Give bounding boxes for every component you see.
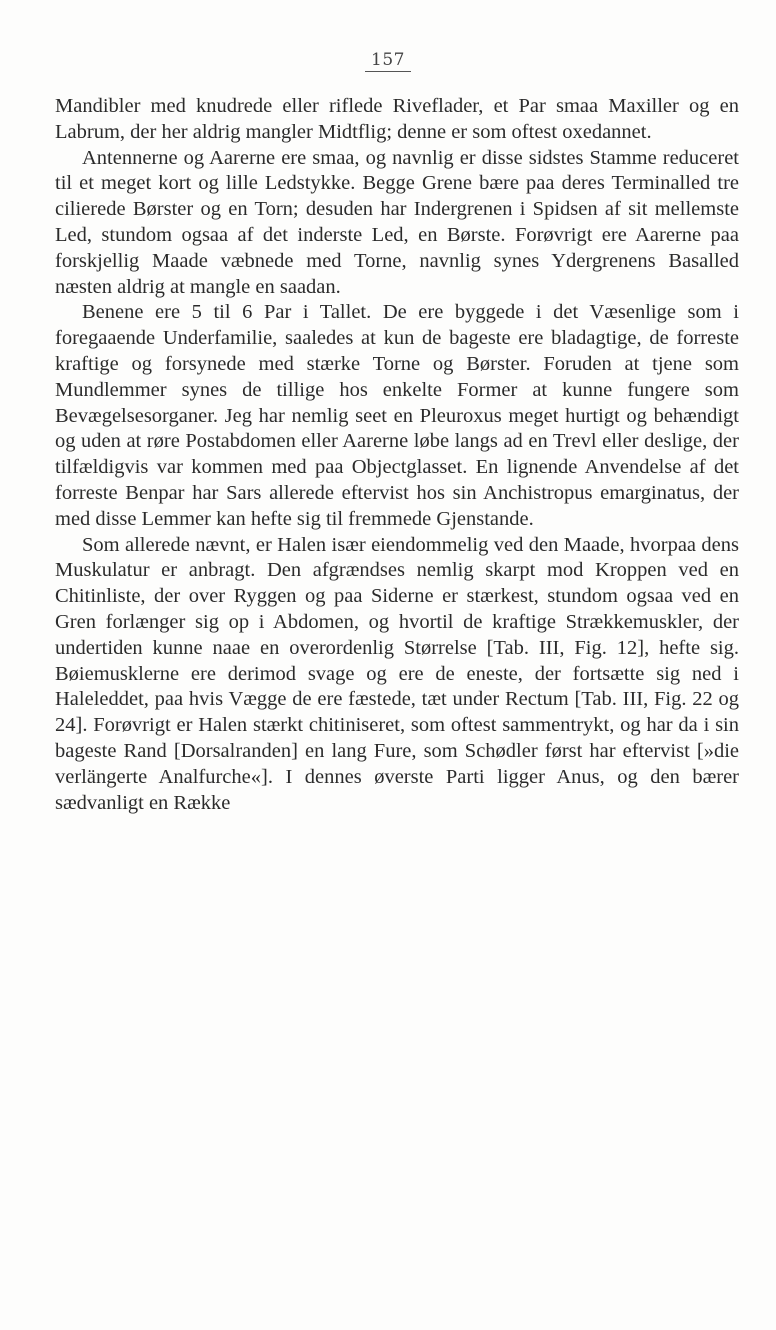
page-number-text: 157 [365, 50, 411, 72]
body-text [55, 94, 739, 816]
paragraph-antennae: Antennerne og Aarerne ere smaa, og navnlig er disse sidstes Stamme reduceret til et meget kort og lille Ledstykke. Begge Grene bære paa deres Terminalled tre cilierede Børster og en Torn; desuden har Indergrenen i Spidsen af sit mellemste Led, stundom ogsaa af det inderste Led, en Børste. Forøvrigt ere Aarerne paa forskjellig Maade væbnede med Torne, navnlig synes Ydergrenens Basalled næsten aldrig at mangle en saadan. [55, 146, 739, 298]
paragraph-continued: Mandibler med knudrede eller riflede Riveflader, et Par smaa Maxiller og en Labrum, der her aldrig mangler Midtflig; denne er som oftest oxedannet. [55, 95, 739, 143]
page-number [0, 50, 776, 72]
paragraph-tail: Som allerede nævnt, er Halen især eiendommelig ved den Maade, hvorpaa dens Muskulatur er anbragt. Den afgrændses nemlig skarpt mod Kroppen ved en Chitinliste, der over Ryggen og paa Siderne er stærkest, stundom ogsaa ved en Gren forlænger sig op i Abdomen, og hvortil de kraftige Strækkemuskler, der undertiden kunne naae en overordenlig Størrelse [Tab. III, Fig. 12], hefte sig. Bøiemusklerne ere derimod svage og ere de eneste, der fortsætte sig ned i Haleleddet, paa hvis Vægge de ere fæstede, tæt under Rectum [Tab. III, Fig. 22 og 24]. Forøvrigt er Halen stærkt chitiniseret, som oftest sammentrykt, og har da i sin bageste Rand [Dorsalranden] en lang Fure, som Schødler først har eftervist [»die verlängerte Analfurche«]. I dennes øverste Parti ligger Anus, og den bærer sædvanligt en Række [55, 533, 739, 814]
paragraph-legs: Benene ere 5 til 6 Par i Tallet. De ere byggede i det Væsenlige som i foregaaende Underfamilie, saaledes at kun de bageste ere bladagtige, de forreste kraftige og forsynede med stærke Torne og Børster. Foruden at tjene som Mundlemmer synes de tillige hos enkelte Former at kunne fungere som Bevægelsesorganer. Jeg har nemlig seet en Pleuroxus meget hurtigt og behændigt og uden at røre Postabdomen eller Aarerne løbe langs ad en Trevl eller deslige, der tilfældigvis var kommen med paa Objectglasset. En lignende Anvendelse af det forreste Benpar har Sars allerede eftervist hos sin Anchistropus emarginatus, der med disse Lemmer kan hefte sig til fremmede Gjenstande. [55, 301, 739, 530]
